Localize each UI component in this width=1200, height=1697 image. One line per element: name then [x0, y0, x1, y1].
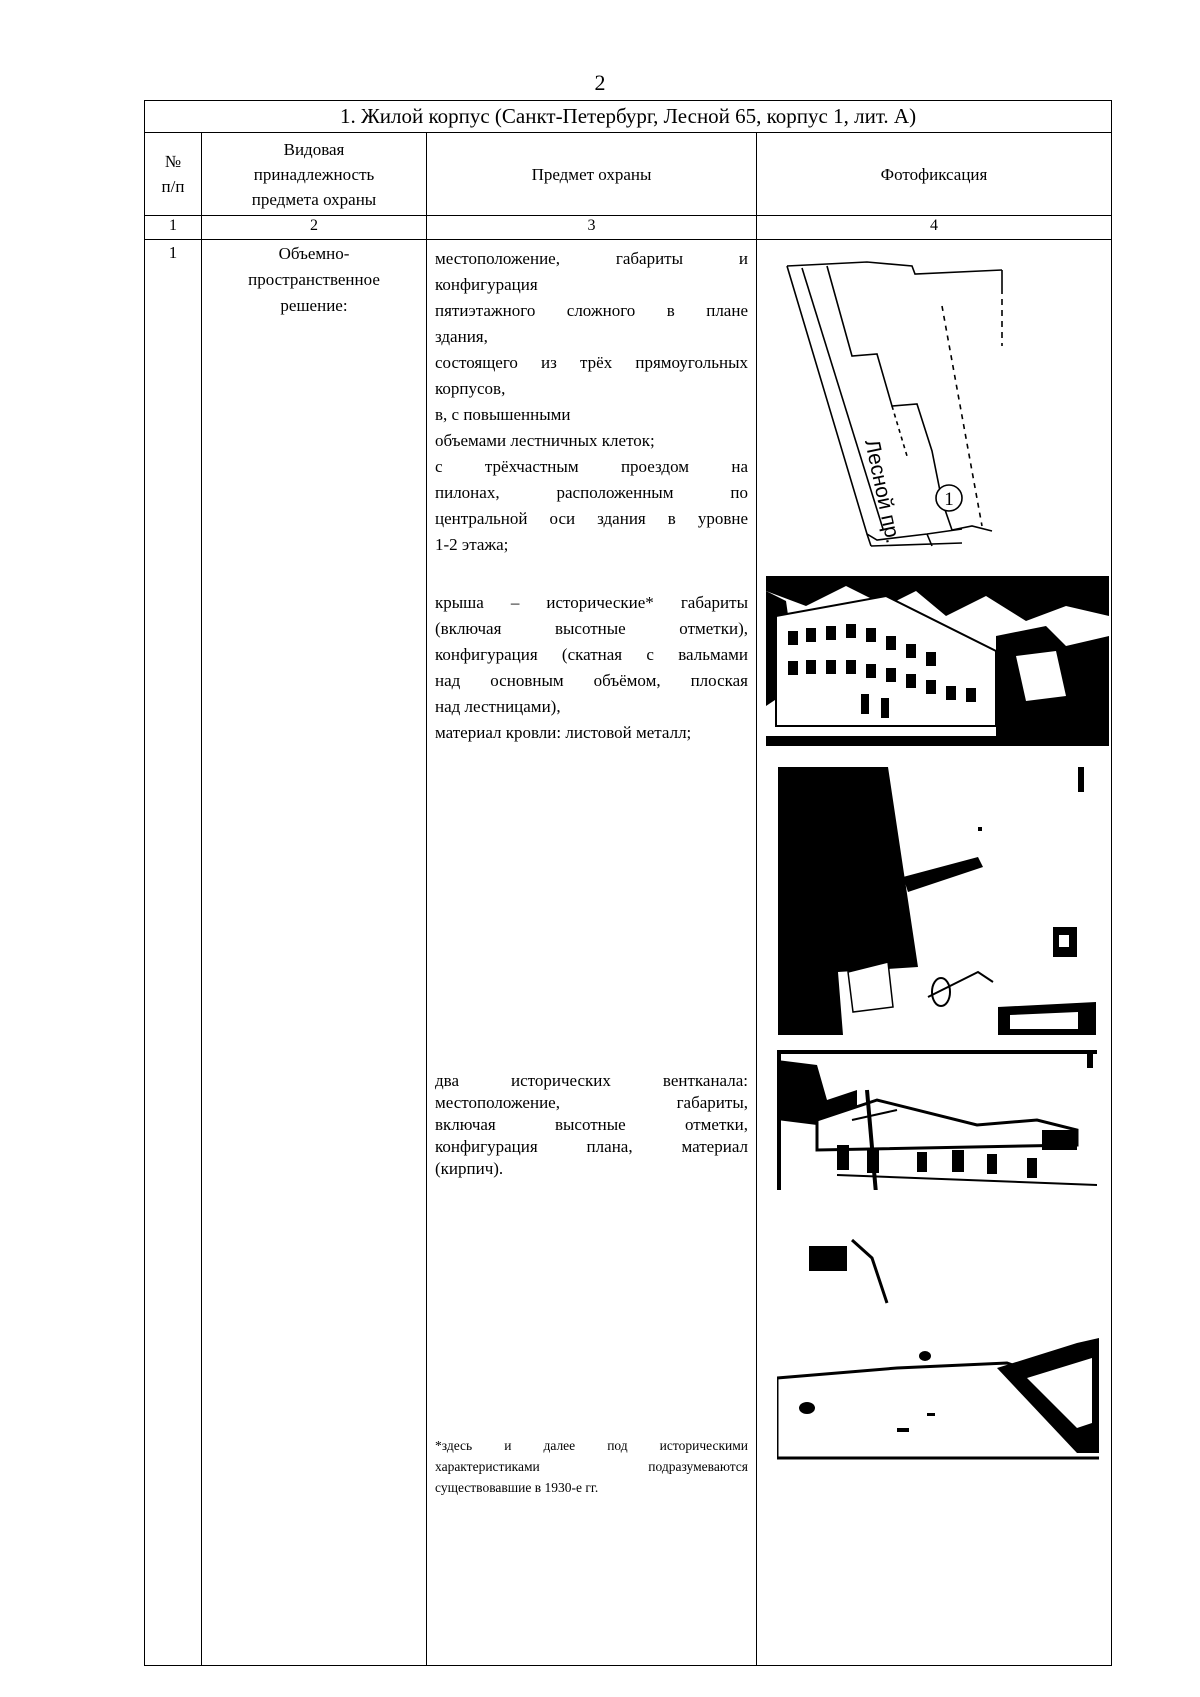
street-label: Лесной пр. [860, 437, 905, 546]
subject-line: объемами лестничных клеток; [435, 431, 655, 450]
column-number: 4 [757, 216, 1112, 240]
column-number: 2 [202, 216, 427, 240]
subject-line: состоящего из трёх прямоугольных [435, 353, 748, 372]
subject-line: конфигурация (скатная с вальмами [435, 645, 748, 664]
table-title: 1. Жилой корпус (Санкт-Петербург, Лесной 65, корпус 1, лит. А) [145, 101, 1112, 133]
header-subject: Предмет охраны [427, 133, 757, 216]
facade-photo [766, 576, 1109, 746]
footnote [435, 1435, 748, 1498]
subject-line: пилонах, расположенным по [435, 483, 748, 502]
subject-line: 1-2 этажа; [435, 535, 509, 554]
protection-table [144, 100, 1112, 1666]
header-number-line1: № [164, 152, 182, 171]
header-type-line2: принадлежность [253, 164, 375, 184]
site-plan [767, 246, 1107, 551]
header-number-line2: п/п [161, 177, 185, 196]
footnote-line: характеристиками подразумеваются [435, 1459, 748, 1474]
subject-block-roof [435, 590, 748, 746]
subject-line: с трёхчастным проездом на [435, 457, 748, 476]
subject-line: местоположение, габариты, [435, 1093, 748, 1112]
plan-marker: 1 [944, 489, 954, 510]
subject-line: два исторических вентканала: [435, 1071, 748, 1090]
row-type-line: решение: [280, 296, 348, 315]
subject-line: над лестницами), [435, 697, 561, 716]
subject-block-volume [435, 246, 748, 558]
subject-line: конфигурация [435, 275, 538, 294]
table-row [145, 240, 1112, 1666]
subject-line: крыша – исторические* габариты [435, 593, 748, 612]
subject-line: над основным объёмом, плоская [435, 671, 748, 690]
column-number-row [145, 216, 1112, 240]
header-photo: Фотофиксация [757, 133, 1112, 216]
subject-line: в, с повышенными [435, 405, 571, 424]
row-photos [757, 240, 1112, 1666]
subject-line: конфигурация плана, материал [435, 1137, 748, 1156]
subject-line: здания, [435, 327, 488, 346]
header-type-line1: Видовая [283, 139, 345, 159]
subject-line: (включая высотные отметки), [435, 619, 748, 638]
row-number: 1 [145, 240, 202, 1666]
header-type-line3: предмета охраны [251, 189, 377, 209]
header-row [145, 133, 1112, 216]
parapet-photo [777, 1228, 1099, 1460]
column-number: 3 [427, 216, 757, 240]
subject-line: пятиэтажного сложного в плане [435, 301, 748, 320]
subject-line: корпусов, [435, 379, 506, 398]
subject-line: (кирпич). [435, 1159, 504, 1178]
row-type [202, 240, 427, 1666]
subject-line: материал кровли: листовой металл; [435, 723, 692, 742]
subject-line: местоположение, габариты и [435, 249, 748, 268]
row-subject [427, 240, 757, 1666]
roof-photo [778, 767, 1096, 1035]
subject-line: центральной оси здания в уровне [435, 509, 748, 528]
subject-block-vents [435, 1070, 748, 1180]
footnote-line: *здесь и далее под историческими [435, 1438, 748, 1453]
page-number: 2 [594, 70, 606, 95]
footnote-line: существовавшие в 1930-е гг. [435, 1480, 599, 1495]
vents-photo [777, 1050, 1097, 1205]
subject-line: включая высотные отметки, [435, 1115, 748, 1134]
header-type [202, 133, 427, 216]
column-number: 1 [145, 216, 202, 240]
row-type-line: пространственное [248, 270, 380, 289]
header-number [145, 133, 202, 216]
row-type-line: Объемно- [278, 244, 350, 263]
